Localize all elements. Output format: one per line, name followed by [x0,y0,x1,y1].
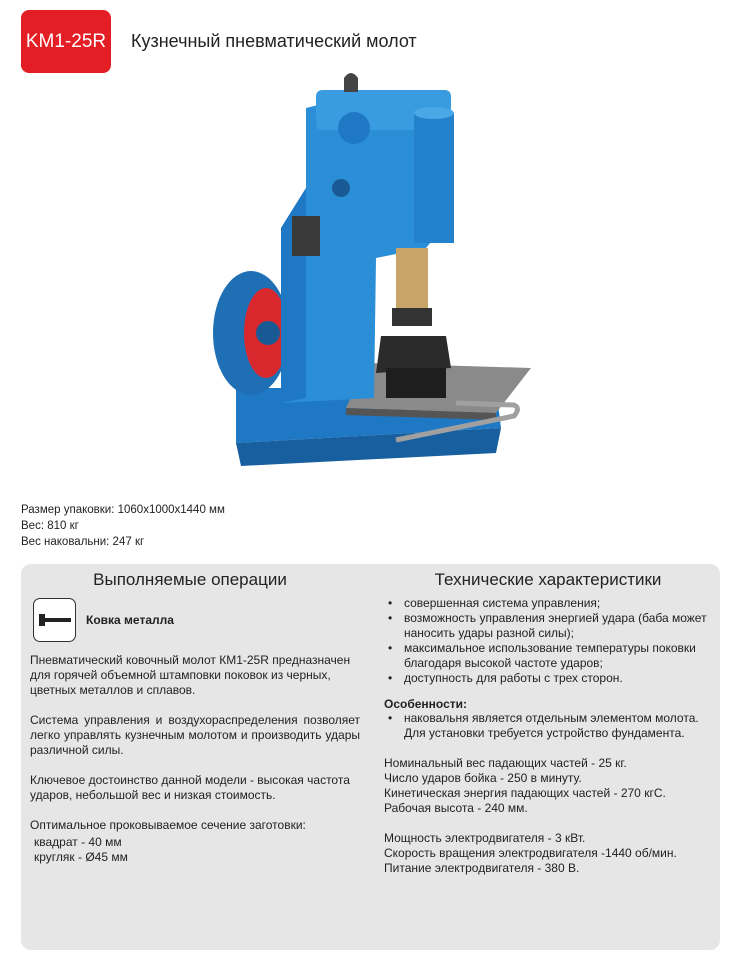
section-square: квадрат - 40 мм [34,835,122,849]
specs-column [384,570,714,876]
spec-line: Скорость вращения электродвигателя -1440 об/мин. [384,846,677,860]
model-code: KM1-25R [25,30,107,52]
spec-group-motor [384,831,714,876]
section-round: кругляк - Ø45 мм [34,850,128,864]
advantage-text: Ключевое достоинство данной модели - высокая частота ударов, небольшой вес и низкая стоимость. [30,773,350,802]
hammer-icon [33,598,76,642]
spec-line: Питание электродвигателя - 380 В. [384,861,580,875]
spec-line: Число ударов бойка - 250 в минуту. [384,771,582,785]
model-badge [21,10,111,73]
spec-line: Номинальный вес падающих частей - 25 кг. [384,756,627,770]
package-weight: Вес: 810 кг [21,520,79,532]
spec-line: Рабочая высота - 240 мм. [384,801,528,815]
spec-group-mechanics [384,756,714,816]
operations-title: Выполняемые операции [93,570,287,589]
anvil-weight: Вес наковальни: 247 кг [21,536,145,548]
spec-line: Кинетическая энергия падающих частей - 270 кгС. [384,786,666,800]
list-item: • максимальное использование температуры поковки благодаря высокой частоте ударов; [384,641,714,671]
section-label: Оптимальное проковываемое сечение заготовки: [30,818,306,832]
list-item: • совершенная система управления; [384,596,714,611]
list-item: • возможность управления энергией удара (баба может наносить удары разной силы); [384,611,714,641]
description-text: Пневматический ковочный молот КМ1-25R предназначен для горячей объемной штамповки поковок из черных, цветных металлов и сплавов. [30,653,351,697]
specs-title: Технические характеристики [434,570,662,589]
operation-label: Ковка металла [86,613,174,627]
pneumatic-hammer-photo [196,68,542,496]
package-size: Размер упаковки: 1060x1000x1440 мм [21,504,225,516]
control-text: Система управления и воздухораспределения позволяет легко управлять кузнечным молотом и производить удары различной силы. [30,713,360,757]
info-panel [21,564,720,950]
list-item: • доступность для работы с трех сторон. [384,671,714,686]
features-title: Особенности: [384,697,468,711]
operation-item [30,597,360,643]
list-item: • наковальня является отдельным элементом молота. Для установки требуется устройство фундамента. [384,711,714,741]
spec-line: Мощность электродвигателя - 3 кВт. [384,831,586,845]
packaging-info [21,502,225,550]
operations-column [30,570,360,865]
features-list [384,711,714,741]
page-title: Кузнечный пневматический молот [131,31,417,51]
specs-bullets [384,596,714,686]
